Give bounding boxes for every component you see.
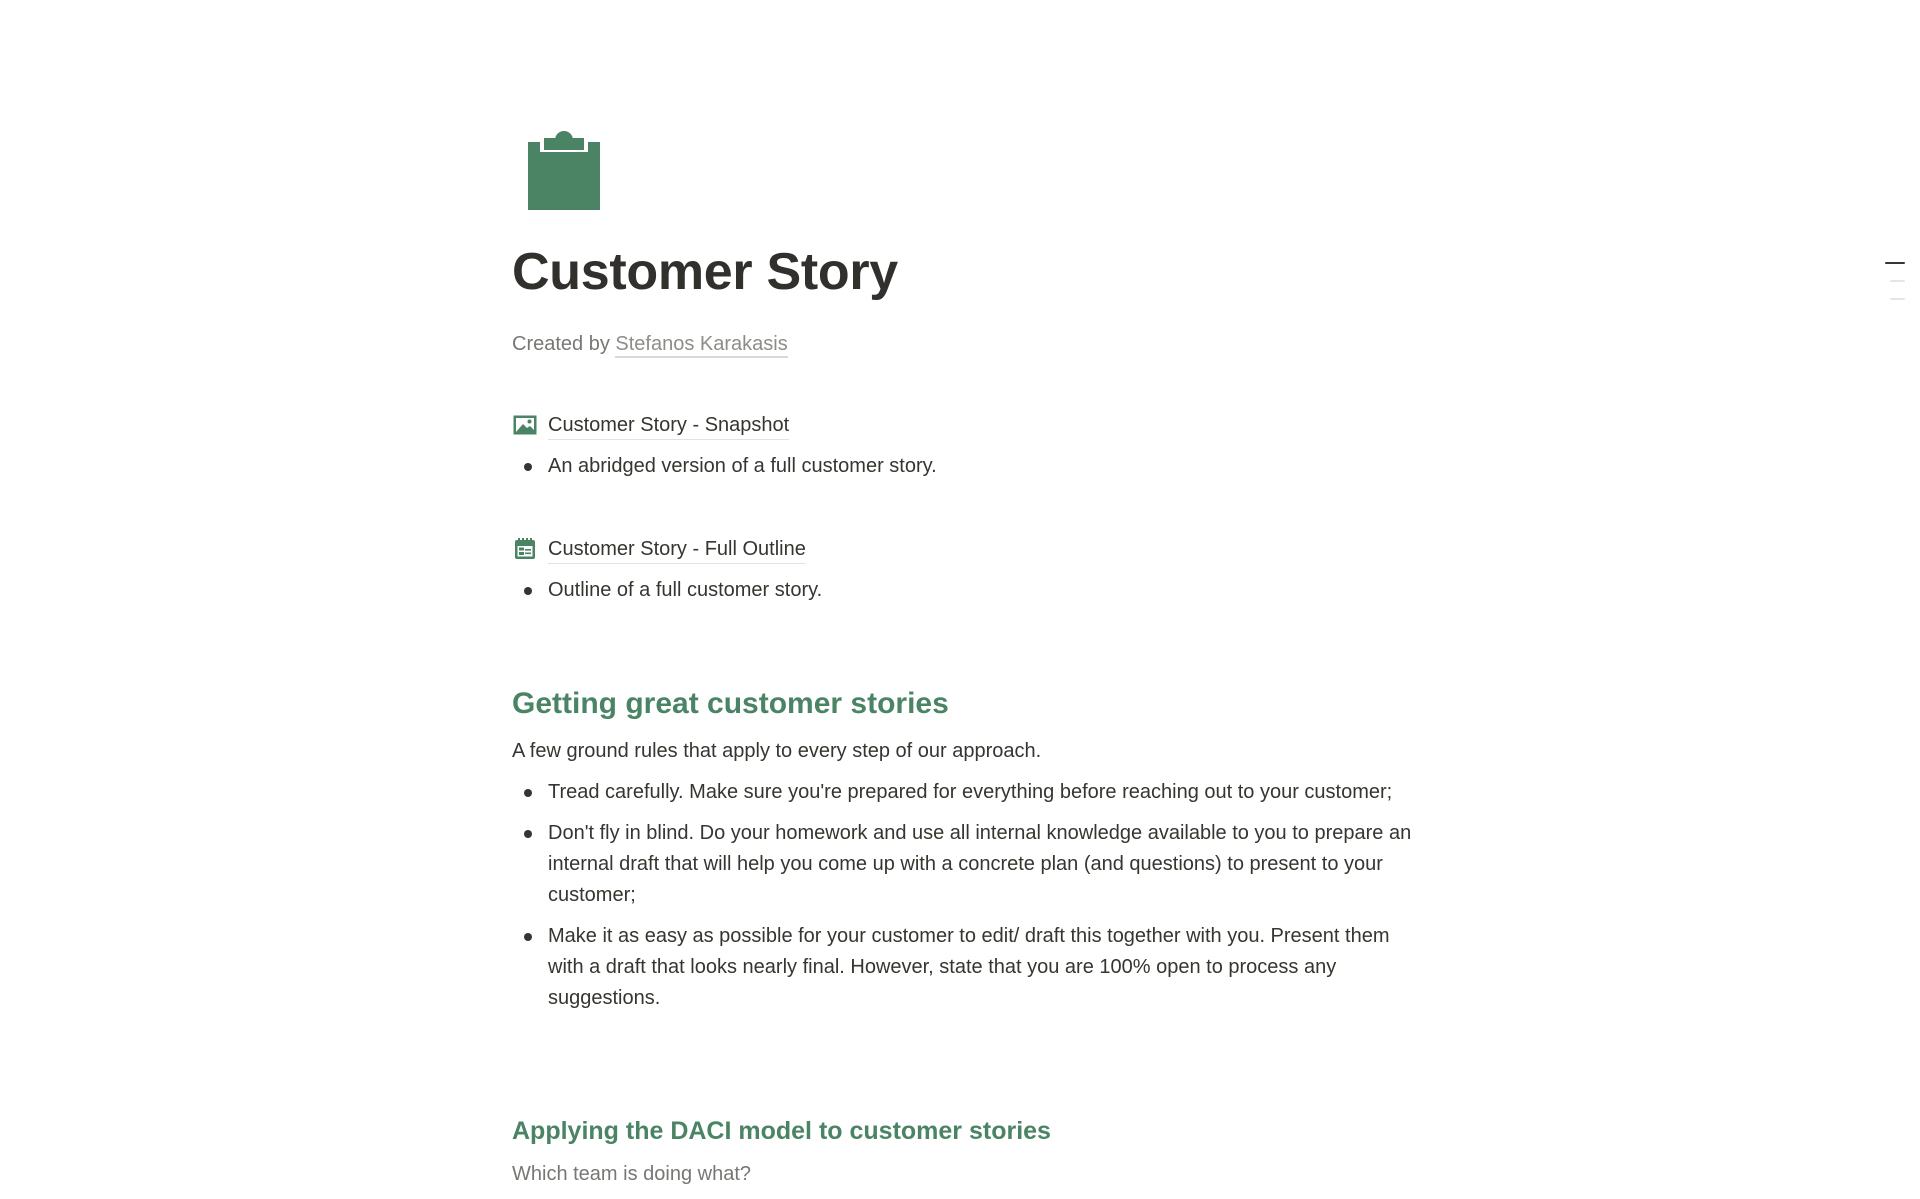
full-outline-description-list (512, 575, 1412, 616)
created-by-label: Created by (512, 333, 610, 355)
list-item (512, 818, 1412, 911)
table-of-contents-indicator[interactable] (1883, 258, 1905, 308)
toc-line[interactable] (1890, 280, 1905, 282)
bullet-icon (524, 789, 532, 797)
list-item-text: Don't fly in blind. Do your homework and use all internal knowledge available to you to prepare an internal draft that will help you come up with a concrete plan (and questions) to present to your customer; (548, 822, 1412, 906)
list-item (512, 451, 1412, 482)
bullet-icon (524, 933, 532, 941)
created-by (512, 330, 788, 358)
bullet-icon (524, 587, 532, 595)
list-item-text: Make it as easy as possible for your customer to edit/ draft this together with you. Present them with a draft that looks nearly final. However, state that you are 100% open to process any suggestions. (548, 925, 1390, 1009)
page-title[interactable]: Customer Story (512, 243, 898, 301)
heading-applying-daci-model[interactable]: Applying the DACI model to customer stories (512, 1117, 1051, 1145)
link-customer-story-snapshot[interactable] (512, 410, 789, 440)
list-item (512, 921, 1412, 1014)
bullet-icon (524, 830, 532, 838)
calendar-table-icon (512, 538, 538, 560)
list-item (512, 777, 1412, 808)
section-intro: Which team is doing what? (512, 1163, 752, 1185)
bullet-icon (524, 463, 532, 471)
list-item-text: Tread carefully. Make sure you're prepared for everything before reaching out to your customer; (548, 781, 1393, 803)
section-intro: A few ground rules that apply to every step of our approach. (512, 740, 1042, 762)
link-label[interactable]: Customer Story - Snapshot (548, 411, 789, 440)
author-mention[interactable]: Stefanos Karakasis (615, 333, 787, 358)
heading-getting-great-customer-stories[interactable]: Getting great customer stories (512, 687, 949, 720)
toc-line[interactable] (1890, 298, 1905, 300)
ground-rules-list (512, 777, 1412, 1024)
list-item-text: Outline of a full customer story. (548, 579, 823, 601)
link-label[interactable]: Customer Story - Full Outline (548, 535, 806, 564)
list-item-text: An abridged version of a full customer story. (548, 455, 937, 477)
toc-line-active[interactable] (1885, 262, 1905, 264)
image-icon (512, 414, 538, 436)
snapshot-description-list (512, 451, 1412, 492)
list-item (512, 575, 1412, 606)
clipboard-icon[interactable] (528, 130, 600, 210)
link-customer-story-full-outline[interactable] (512, 534, 806, 564)
